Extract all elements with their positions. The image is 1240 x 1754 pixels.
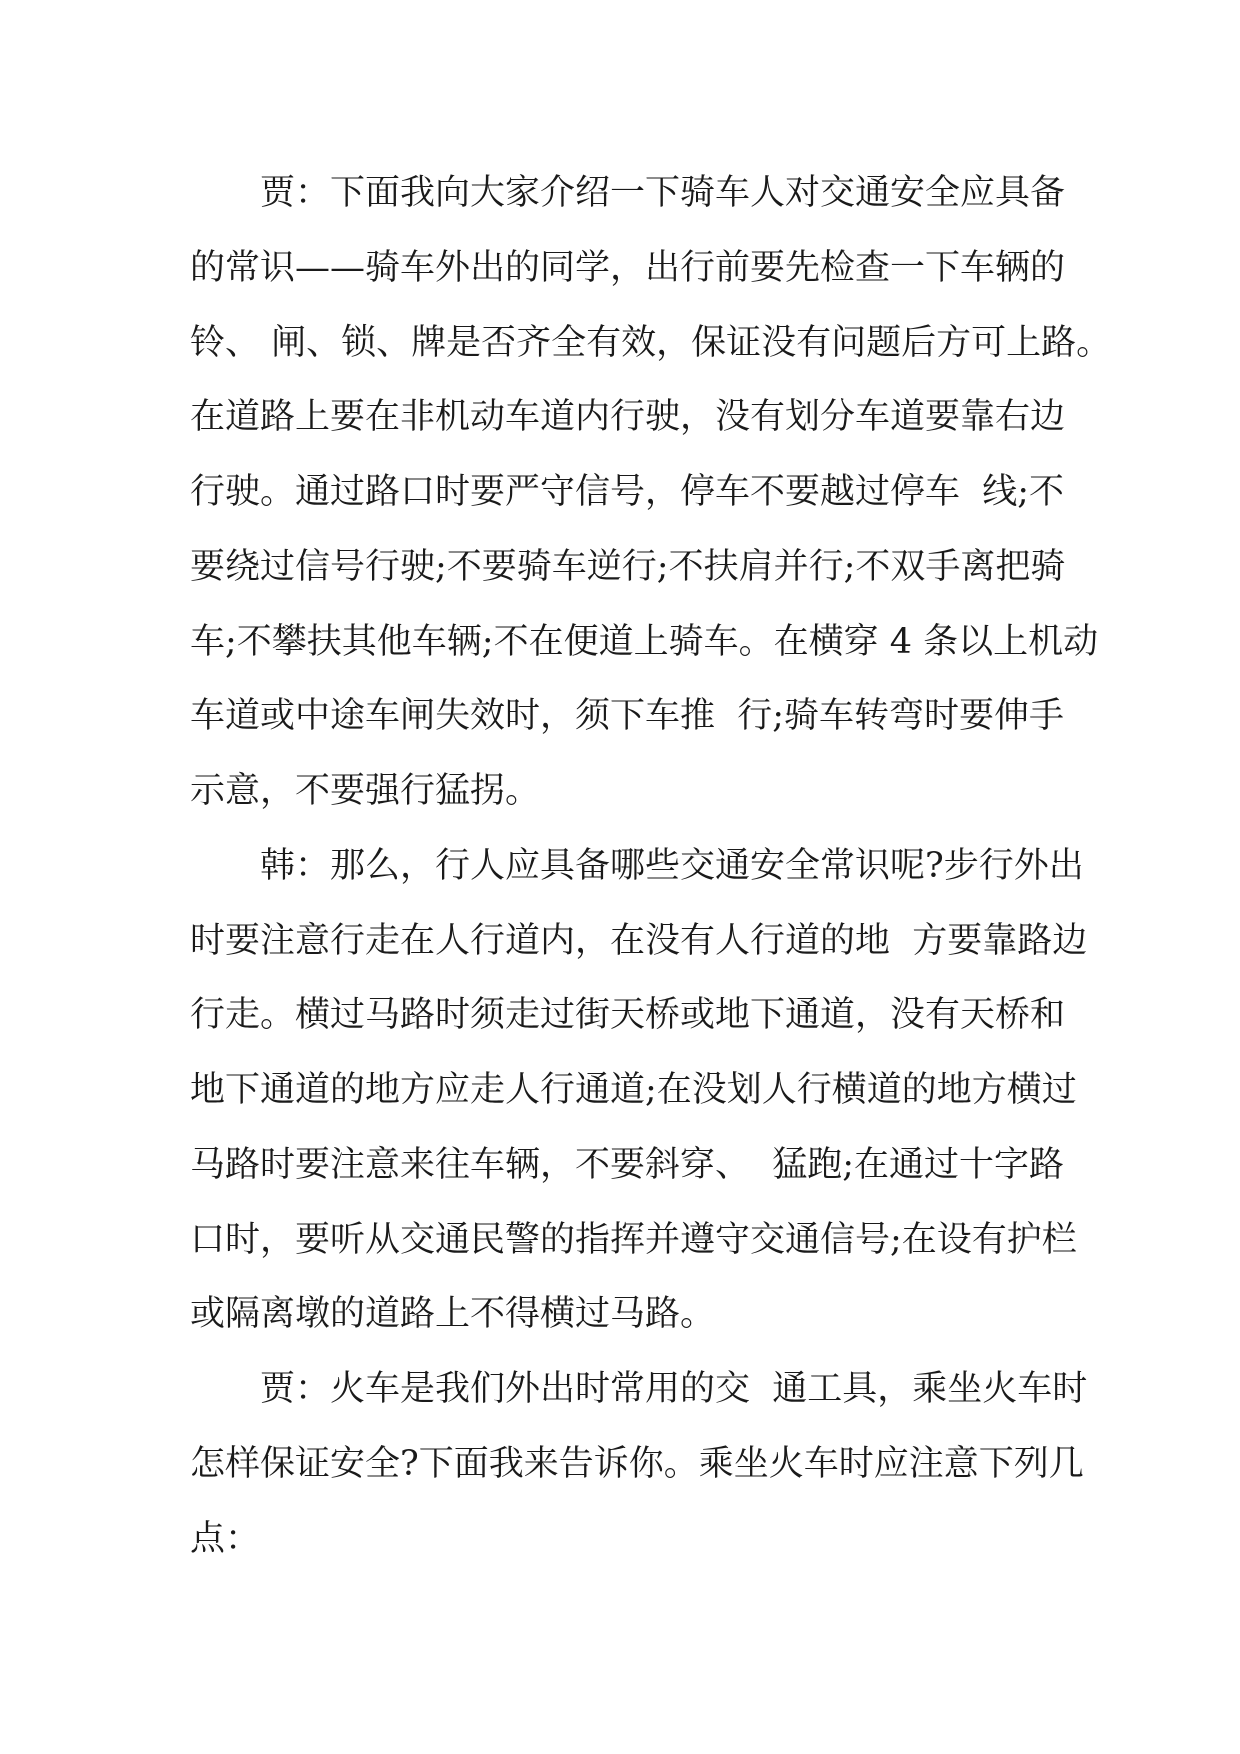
text-line: 贾：下面我向大家介绍一下骑车人对交通安全应具备: [260, 173, 1066, 213]
text-line: 在道路上要在非机动车道内行驶，没有划分车道要靠右边: [190, 397, 1066, 438]
text-line: 车道或中途车闸失效时，须下车推 行;骑车转弯时要伸手: [190, 696, 1065, 737]
text-line: 行驶。通过路口时要严守信号，停车不要越过停车 线;不: [190, 472, 1065, 512]
text-line: 时要注意行走在人行道内，在没有人行道的地 方要靠路边: [190, 920, 1088, 961]
text-line: 马路时要注意来往车辆，不要斜穿、 猛跑;在通过十字路: [190, 1144, 1065, 1185]
text-line: 的常识——骑车外出的同学，出行前要先检查一下车辆的: [190, 247, 1066, 288]
text-line: 贾：火车是我们外出时常用的交 通工具，乘坐火车时: [260, 1369, 1088, 1409]
text-line: 要绕过信号行驶;不要骑车逆行;不扶肩并行;不双手离把骑: [190, 546, 1066, 587]
text-line: 韩：那么，行人应具备哪些交通安全常识呢?步行外出: [260, 845, 1084, 886]
text-line: 地下通道的地方应走人行通道;在没划人行横道的地方横过: [190, 1070, 1077, 1110]
paragraph-han-pedestrian: [190, 837, 1088, 1344]
text-line: 铃、 闸、锁、牌是否齐全有效，保证没有问题后方可上路。: [190, 322, 1112, 363]
text-line: 行走。横过马路时须走过街天桥或地下通道，没有天桥和: [190, 995, 1066, 1036]
text-line: 或隔离墩的道路上不得横过马路。: [190, 1294, 716, 1335]
text-line: 怎样保证安全?下面我来告诉你。乘坐火车时应注意下列几: [190, 1443, 1084, 1484]
document-body: [190, 164, 1112, 1584]
paragraph-jia-cycling: [190, 164, 1112, 820]
text-line: 示意，不要强行猛拐。: [190, 771, 541, 811]
text-line: 车;不攀扶其他车辆;不在便道上骑车。在横穿 4 条以上机动: [190, 621, 1099, 662]
text-line: 口时，要听从交通民警的指挥并遵守交通信号;在设有护栏: [190, 1219, 1077, 1260]
text-line: 点：: [190, 1518, 261, 1559]
paragraph-jia-train: [190, 1360, 1088, 1568]
